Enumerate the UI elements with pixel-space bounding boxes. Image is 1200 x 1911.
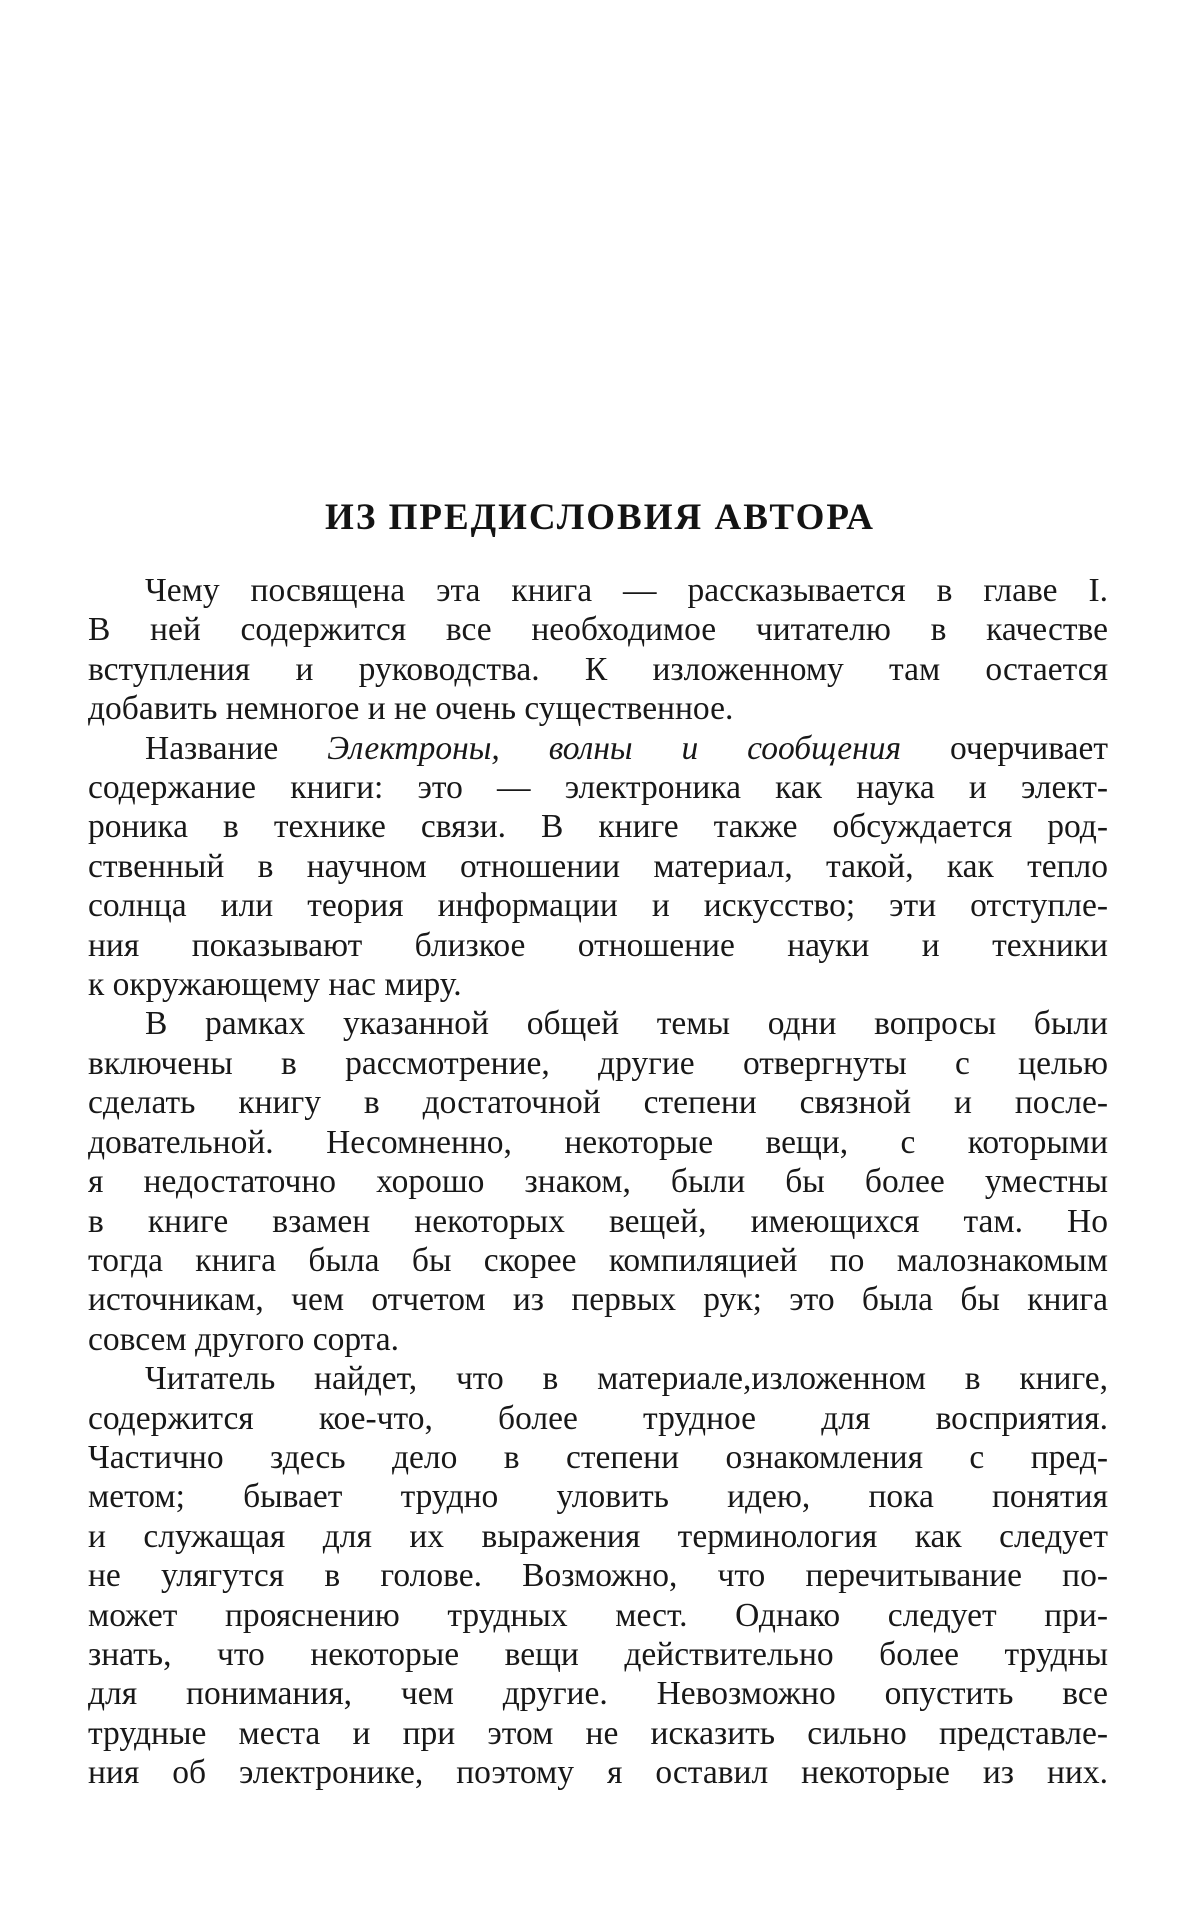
text-line: роника в технике связи. В книге также обсуждается род-	[88, 808, 1108, 846]
text-line: трудные места и при этом не исказить сильно представле-	[88, 1714, 1108, 1752]
text-line: сделать книгу в достаточной степени связной и после-	[88, 1084, 1108, 1122]
text-line: В ней содержится все необходимое читателю в качестве	[88, 611, 1108, 649]
text-line: вступления и руководства. К изложенному там остается	[88, 650, 1108, 688]
text-line: Частично здесь дело в степени ознакомления с пред-	[88, 1438, 1108, 1476]
text-line: В рамках указанной общей темы одни вопросы были	[145, 1005, 1108, 1043]
text-line: метом; бывает трудно уловить идею, пока понятия	[88, 1478, 1108, 1516]
paragraph-1	[88, 571, 1108, 729]
text-run: Название	[145, 729, 328, 767]
text-line: источникам, чем отчетом из первых рук; это была бы книга	[88, 1281, 1108, 1319]
text-line: включены в рассмотрение, другие отвергнуты с целью	[88, 1044, 1108, 1082]
book-title-italic: Электроны, волны и сообщения	[327, 729, 902, 767]
text-line: солнца или теория информации и искусство; эти отступле-	[88, 887, 1108, 925]
text-line: тогда книга была бы скорее компиляцией по малознакомым	[88, 1241, 1108, 1279]
text-line: ственный в научном отношении материал, такой, как тепло	[88, 847, 1108, 885]
text-line: ния об электронике, поэтому я оставил некоторые из них.	[88, 1754, 1108, 1792]
text-line: я недостаточно хорошо знаком, были бы более уместны	[88, 1163, 1108, 1201]
text-line: к окружающему нас миру.	[88, 966, 462, 1004]
text-line: может прояснению трудных мест. Однако следует при-	[88, 1596, 1108, 1634]
text-run: очерчивает	[901, 729, 1108, 767]
chapter-heading: ИЗ ПРЕДИСЛОВИЯ АВТОРА	[325, 497, 875, 538]
text-line: и служащая для их выражения терминология как следует	[88, 1517, 1108, 1555]
text-line: не улягутся в голове. Возможно, что перечитывание по-	[88, 1557, 1108, 1595]
text-line	[88, 729, 1108, 768]
text-line: Чему посвящена эта книга — рассказывается в главе I.	[145, 572, 1108, 609]
text-line: довательной. Несомненно, некоторые вещи, с которыми	[88, 1123, 1108, 1161]
text-line: совсем другого сорта.	[88, 1320, 399, 1358]
body-text	[88, 571, 1108, 1793]
text-line: знать, что некоторые вещи действительно более трудны	[88, 1635, 1108, 1673]
paragraph-4	[88, 1359, 1108, 1792]
paragraph-2	[88, 729, 1108, 1005]
text-line: для понимания, чем другие. Невозможно опустить все	[88, 1675, 1108, 1713]
text-line: содержится кое-что, более трудное для восприятия.	[88, 1399, 1108, 1437]
paragraph-3	[88, 1004, 1108, 1359]
text-line: ния показывают близкое отношение науки и техники	[88, 926, 1108, 964]
text-line: содержание книги: это — электроника как наука и элект-	[88, 769, 1108, 807]
text-line: Читатель найдет, что в материале,изложенном в книге,	[145, 1360, 1108, 1398]
text-line: добавить немногое и не очень существенное.	[88, 690, 734, 728]
text-line: в книге взамен некоторых вещей, имеющихся там. Но	[88, 1202, 1108, 1240]
